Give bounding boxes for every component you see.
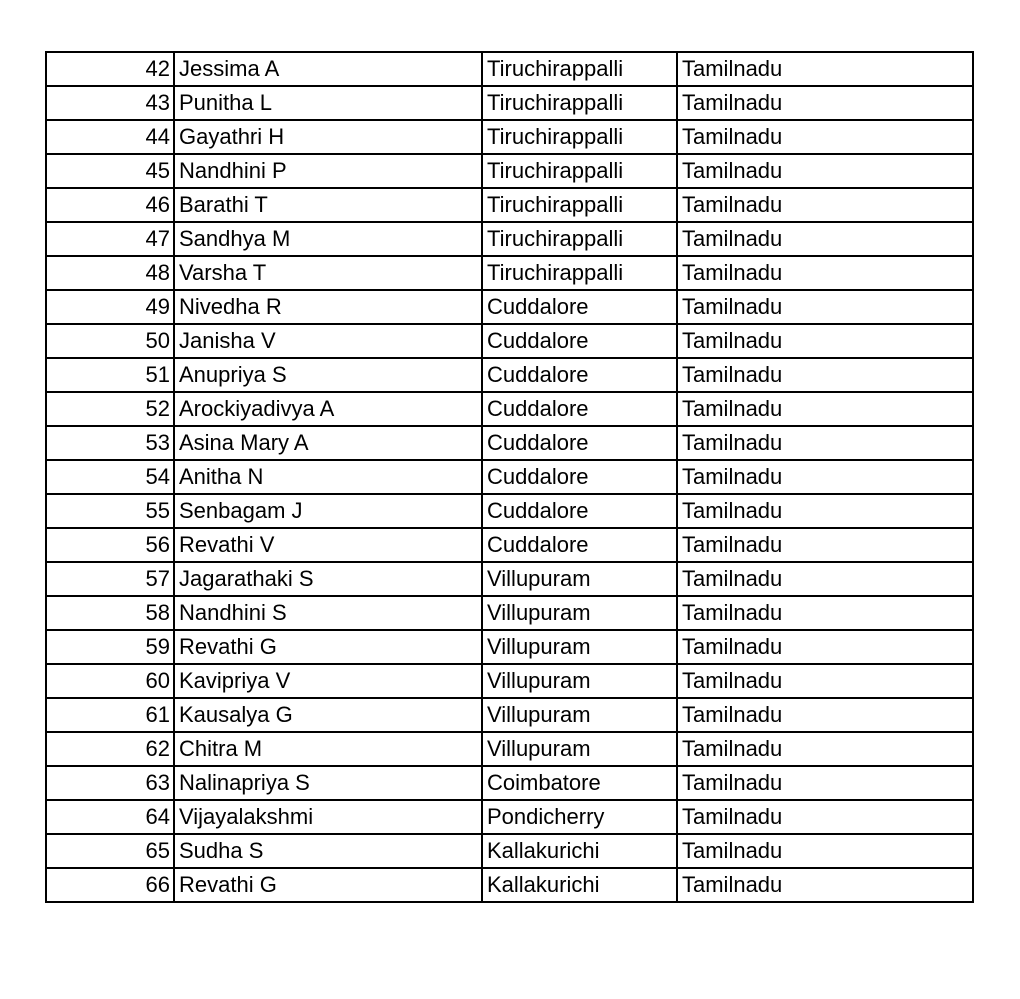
serial-number-cell: 49: [46, 290, 174, 324]
serial-number-cell: 57: [46, 562, 174, 596]
table-row: [46, 630, 973, 664]
district-cell: Villupuram: [482, 562, 677, 596]
table-row: [46, 52, 973, 86]
table-row: [46, 698, 973, 732]
state-cell: Tamilnadu: [677, 426, 973, 460]
state-cell: Tamilnadu: [677, 494, 973, 528]
name-cell: Varsha T: [174, 256, 482, 290]
serial-number-cell: 45: [46, 154, 174, 188]
serial-number-cell: 48: [46, 256, 174, 290]
table-row: [46, 120, 973, 154]
state-cell: Tamilnadu: [677, 562, 973, 596]
table-row: [46, 834, 973, 868]
state-cell: Tamilnadu: [677, 86, 973, 120]
serial-number-cell: 65: [46, 834, 174, 868]
table-row: [46, 766, 973, 800]
state-cell: Tamilnadu: [677, 358, 973, 392]
state-cell: Tamilnadu: [677, 766, 973, 800]
name-cell: Gayathri H: [174, 120, 482, 154]
district-cell: Tiruchirappalli: [482, 120, 677, 154]
district-cell: Cuddalore: [482, 528, 677, 562]
participant-table-body: [46, 52, 973, 902]
district-cell: Villupuram: [482, 732, 677, 766]
table-row: [46, 528, 973, 562]
table-row: [46, 596, 973, 630]
district-cell: Cuddalore: [482, 290, 677, 324]
table-row: [46, 868, 973, 902]
state-cell: Tamilnadu: [677, 664, 973, 698]
serial-number-cell: 61: [46, 698, 174, 732]
state-cell: Tamilnadu: [677, 256, 973, 290]
name-cell: Revathi G: [174, 630, 482, 664]
name-cell: Janisha V: [174, 324, 482, 358]
serial-number-cell: 63: [46, 766, 174, 800]
district-cell: Kallakurichi: [482, 834, 677, 868]
state-cell: Tamilnadu: [677, 324, 973, 358]
name-cell: Nivedha R: [174, 290, 482, 324]
table-row: [46, 86, 973, 120]
district-cell: Kallakurichi: [482, 868, 677, 902]
serial-number-cell: 44: [46, 120, 174, 154]
name-cell: Arockiyadivya A: [174, 392, 482, 426]
name-cell: Asina Mary A: [174, 426, 482, 460]
serial-number-cell: 43: [46, 86, 174, 120]
name-cell: Nandhini P: [174, 154, 482, 188]
state-cell: Tamilnadu: [677, 868, 973, 902]
state-cell: Tamilnadu: [677, 630, 973, 664]
table-row: [46, 324, 973, 358]
district-cell: Villupuram: [482, 630, 677, 664]
name-cell: Jessima A: [174, 52, 482, 86]
table-row: [46, 154, 973, 188]
state-cell: Tamilnadu: [677, 290, 973, 324]
district-cell: Tiruchirappalli: [482, 86, 677, 120]
table-row: [46, 290, 973, 324]
state-cell: Tamilnadu: [677, 800, 973, 834]
name-cell: Sudha S: [174, 834, 482, 868]
serial-number-cell: 51: [46, 358, 174, 392]
name-cell: Senbagam J: [174, 494, 482, 528]
district-cell: Cuddalore: [482, 358, 677, 392]
state-cell: Tamilnadu: [677, 732, 973, 766]
state-cell: Tamilnadu: [677, 698, 973, 732]
table-row: [46, 664, 973, 698]
name-cell: Kausalya G: [174, 698, 482, 732]
district-cell: Cuddalore: [482, 426, 677, 460]
name-cell: Punitha L: [174, 86, 482, 120]
name-cell: Revathi G: [174, 868, 482, 902]
district-cell: Pondicherry: [482, 800, 677, 834]
serial-number-cell: 55: [46, 494, 174, 528]
state-cell: Tamilnadu: [677, 120, 973, 154]
table-row: [46, 256, 973, 290]
table-row: [46, 562, 973, 596]
table-row: [46, 392, 973, 426]
serial-number-cell: 59: [46, 630, 174, 664]
state-cell: Tamilnadu: [677, 52, 973, 86]
district-cell: Cuddalore: [482, 392, 677, 426]
serial-number-cell: 52: [46, 392, 174, 426]
state-cell: Tamilnadu: [677, 188, 973, 222]
serial-number-cell: 66: [46, 868, 174, 902]
table-row: [46, 358, 973, 392]
district-cell: Tiruchirappalli: [482, 188, 677, 222]
table-row: [46, 460, 973, 494]
name-cell: Anupriya S: [174, 358, 482, 392]
state-cell: Tamilnadu: [677, 596, 973, 630]
table-row: [46, 222, 973, 256]
state-cell: Tamilnadu: [677, 392, 973, 426]
district-cell: Villupuram: [482, 596, 677, 630]
serial-number-cell: 62: [46, 732, 174, 766]
table-row: [46, 426, 973, 460]
serial-number-cell: 54: [46, 460, 174, 494]
name-cell: Anitha N: [174, 460, 482, 494]
name-cell: Chitra M: [174, 732, 482, 766]
state-cell: Tamilnadu: [677, 834, 973, 868]
participant-table: [45, 51, 974, 903]
state-cell: Tamilnadu: [677, 528, 973, 562]
table-row: [46, 800, 973, 834]
district-cell: Tiruchirappalli: [482, 52, 677, 86]
name-cell: Nandhini S: [174, 596, 482, 630]
state-cell: Tamilnadu: [677, 154, 973, 188]
district-cell: Tiruchirappalli: [482, 256, 677, 290]
serial-number-cell: 56: [46, 528, 174, 562]
table-row: [46, 188, 973, 222]
serial-number-cell: 42: [46, 52, 174, 86]
name-cell: Sandhya M: [174, 222, 482, 256]
name-cell: Nalinapriya S: [174, 766, 482, 800]
district-cell: Cuddalore: [482, 494, 677, 528]
table-row: [46, 732, 973, 766]
serial-number-cell: 46: [46, 188, 174, 222]
name-cell: Revathi V: [174, 528, 482, 562]
name-cell: Kavipriya V: [174, 664, 482, 698]
serial-number-cell: 47: [46, 222, 174, 256]
state-cell: Tamilnadu: [677, 222, 973, 256]
name-cell: Barathi T: [174, 188, 482, 222]
state-cell: Tamilnadu: [677, 460, 973, 494]
district-cell: Tiruchirappalli: [482, 154, 677, 188]
serial-number-cell: 53: [46, 426, 174, 460]
serial-number-cell: 50: [46, 324, 174, 358]
table-row: [46, 494, 973, 528]
serial-number-cell: 58: [46, 596, 174, 630]
district-cell: Cuddalore: [482, 460, 677, 494]
name-cell: Jagarathaki S: [174, 562, 482, 596]
district-cell: Villupuram: [482, 664, 677, 698]
district-cell: Coimbatore: [482, 766, 677, 800]
serial-number-cell: 64: [46, 800, 174, 834]
district-cell: Cuddalore: [482, 324, 677, 358]
district-cell: Villupuram: [482, 698, 677, 732]
district-cell: Tiruchirappalli: [482, 222, 677, 256]
name-cell: Vijayalakshmi: [174, 800, 482, 834]
serial-number-cell: 60: [46, 664, 174, 698]
